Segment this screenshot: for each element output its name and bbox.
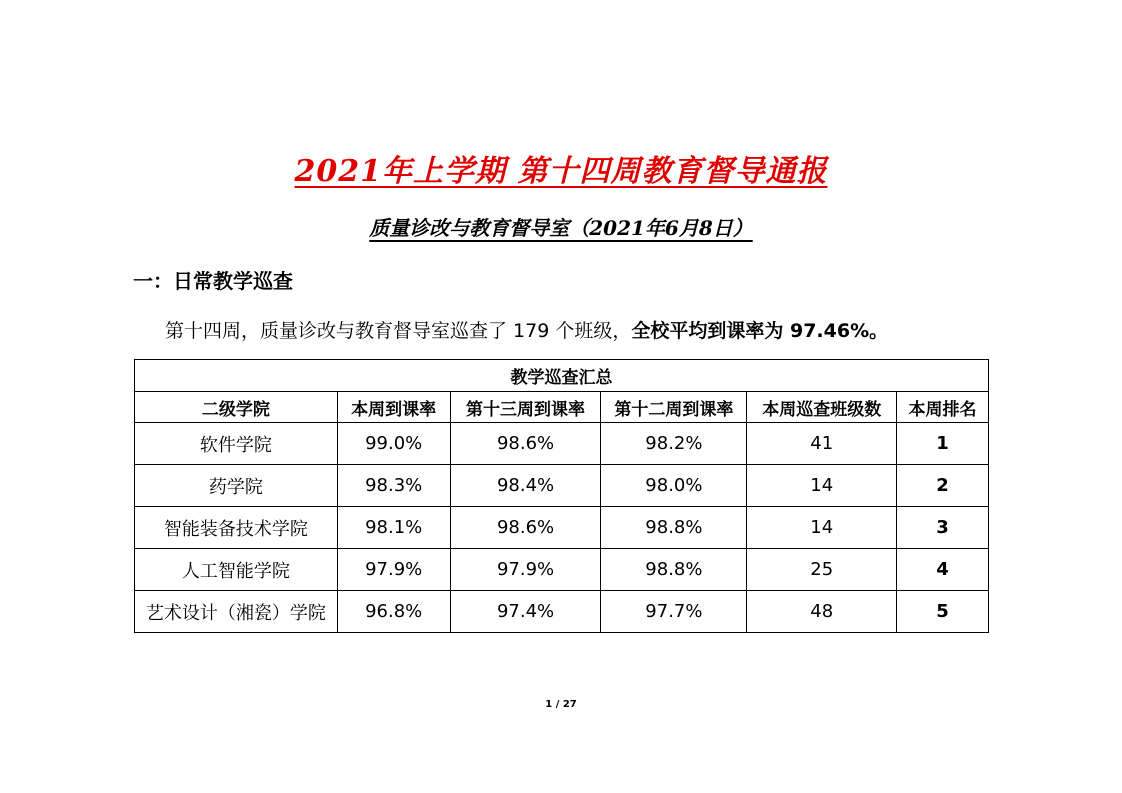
column-header-this-week-rate: 本周到课率 [337, 392, 450, 423]
column-header-college: 二级学院 [135, 392, 338, 423]
cell-week12-rate: 98.2% [601, 423, 747, 465]
summary-paragraph-bold: 全校平均到课率为 97.46%。 [631, 320, 889, 342]
cell-rank: 4 [897, 549, 989, 591]
cell-this-week-rate: 98.3% [337, 465, 450, 507]
cell-rank: 3 [897, 507, 989, 549]
table-row [135, 549, 989, 591]
table-row [135, 507, 989, 549]
table-row [135, 465, 989, 507]
table-caption-row [135, 360, 989, 392]
cell-college: 智能装备技术学院 [135, 507, 338, 549]
cell-week13-rate: 98.6% [450, 423, 601, 465]
column-header-week12-rate: 第十二周到课率 [601, 392, 747, 423]
cell-class-count: 14 [747, 507, 897, 549]
table-row [135, 423, 989, 465]
report-subtitle [0, 212, 1122, 241]
column-header-class-count: 本周巡查班级数 [747, 392, 897, 423]
report-subtitle-text: 质量诊改与教育督导室（2021年6月8日） [369, 216, 753, 240]
cell-rank: 2 [897, 465, 989, 507]
cell-class-count: 14 [747, 465, 897, 507]
cell-this-week-rate: 96.8% [337, 591, 450, 633]
cell-college: 艺术设计（湘瓷）学院 [135, 591, 338, 633]
summary-paragraph-plain: 第十四周，质量诊改与教育督导室巡查了 179 个班级， [165, 320, 632, 342]
cell-week12-rate: 98.8% [601, 549, 747, 591]
summary-paragraph [165, 316, 888, 343]
column-header-week13-rate: 第十三周到课率 [450, 392, 601, 423]
cell-this-week-rate: 98.1% [337, 507, 450, 549]
cell-college: 人工智能学院 [135, 549, 338, 591]
cell-week13-rate: 97.4% [450, 591, 601, 633]
cell-week13-rate: 98.6% [450, 507, 601, 549]
cell-rank: 5 [897, 591, 989, 633]
cell-college: 软件学院 [135, 423, 338, 465]
table-row [135, 591, 989, 633]
section-heading: 一：日常教学巡查 [133, 269, 293, 293]
inspection-summary-table [134, 359, 989, 633]
cell-week12-rate: 98.8% [601, 507, 747, 549]
cell-class-count: 41 [747, 423, 897, 465]
cell-class-count: 25 [747, 549, 897, 591]
cell-week13-rate: 97.9% [450, 549, 601, 591]
table-header-row [135, 392, 989, 423]
table-caption: 教学巡查汇总 [135, 360, 989, 392]
cell-week13-rate: 98.4% [450, 465, 601, 507]
cell-rank: 1 [897, 423, 989, 465]
report-title [0, 146, 1122, 190]
report-title-text: 2021年上学期 第十四周教育督导通报 [294, 154, 828, 189]
page-number: 1 / 27 [545, 699, 577, 710]
cell-class-count: 48 [747, 591, 897, 633]
cell-week12-rate: 97.7% [601, 591, 747, 633]
cell-college: 药学院 [135, 465, 338, 507]
cell-this-week-rate: 97.9% [337, 549, 450, 591]
column-header-rank: 本周排名 [897, 392, 989, 423]
cell-this-week-rate: 99.0% [337, 423, 450, 465]
cell-week12-rate: 98.0% [601, 465, 747, 507]
